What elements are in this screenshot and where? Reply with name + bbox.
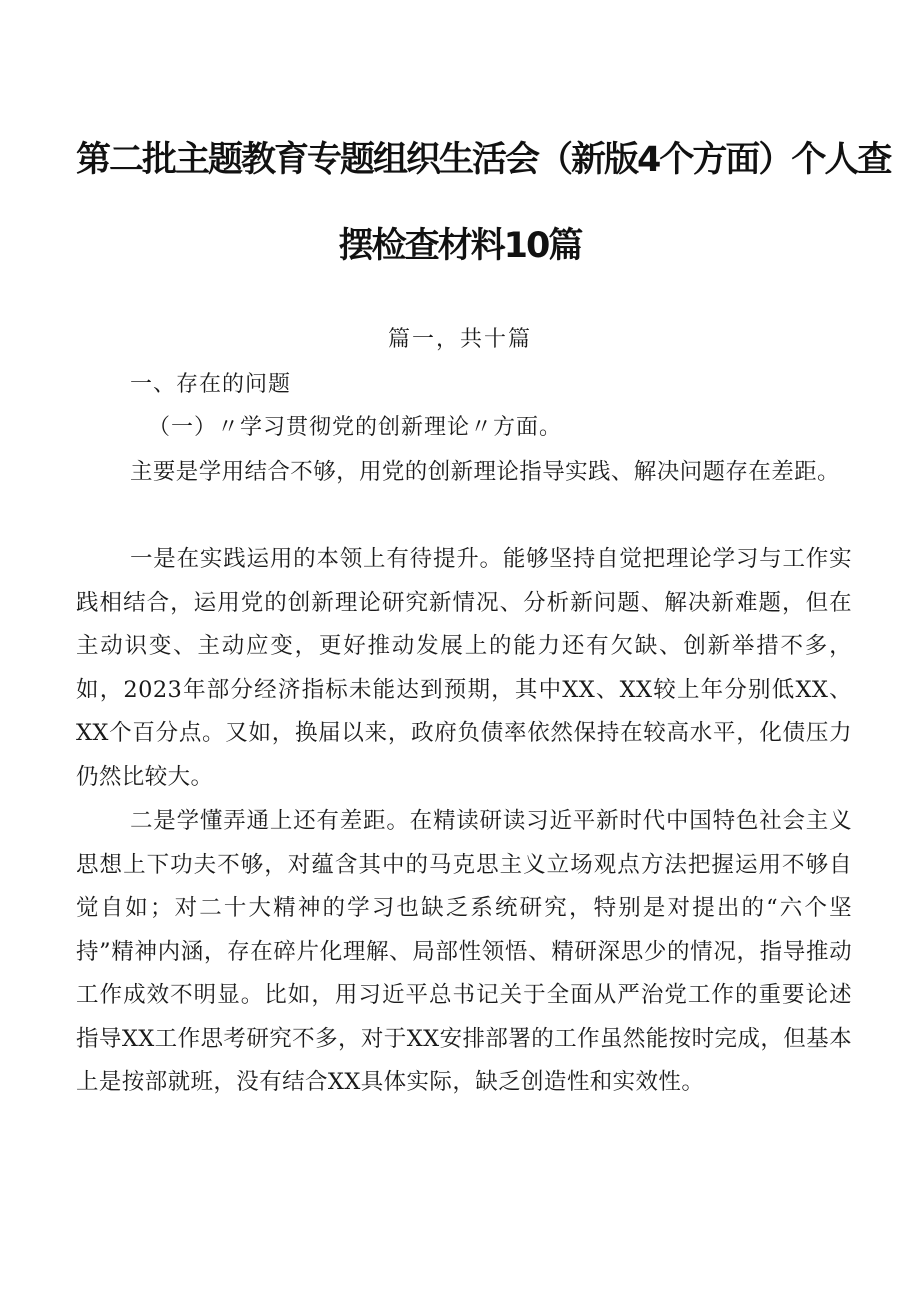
paragraph-point-two: 二是学懂弄通上还有差距。在精读研读习近平新时代中国特色社会主义思想上下功夫不够，对蕴含其中的马克思主义立场观点方法把握运用不够自觉自如；对二十大精神的学习也缺乏系统研究，特别是对提出的“六个坚持”精神内涵，存在碎片化理解、局部性领悟、精研深思少的情况，指导推动工作成效不明显。比如，用习近平总书记关于全面从严治党工作的重要论述指导XX工作思考研究不多，对于XX安排部署的工作虽然能按时完成，但基本上是按部就班，没有结合XX具体实际，缺乏创造性和实效性。 — [76, 808, 852, 1095]
paragraph-point-one: 一是在实践运用的本领上有待提升。能够坚持自觉把理论学习与工作实践相结合，运用党的创新理论研究新情况、分析新问题、解决新难题，但在主动识变、主动应变，更好推动发展上的能力还有欠缺、创新举措不多，如，2023年部分经济指标未能达到预期，其中XX、XX较上年分别低XX、XX个百分点。又如，换届以来，政府负债率依然保持在较高水平，化债压力仍然比较大。 — [76, 546, 852, 790]
document-title-line-2: 摆检查材料10篇 — [338, 226, 582, 266]
document-title-line-1: 第二批主题教育专题组织生活会（新版4个方面）个人查 — [76, 140, 891, 180]
section-heading: 一、存在的问题 — [130, 372, 292, 397]
document-subtitle: 篇一，共十篇 — [387, 327, 532, 352]
subsection-heading: （一）〃学习贯彻党的创新理论〃方面。 — [148, 415, 563, 440]
paragraph-summary: 主要是学用结合不够，用党的创新理论指导实践、解决问题存在差距。 — [130, 459, 840, 485]
